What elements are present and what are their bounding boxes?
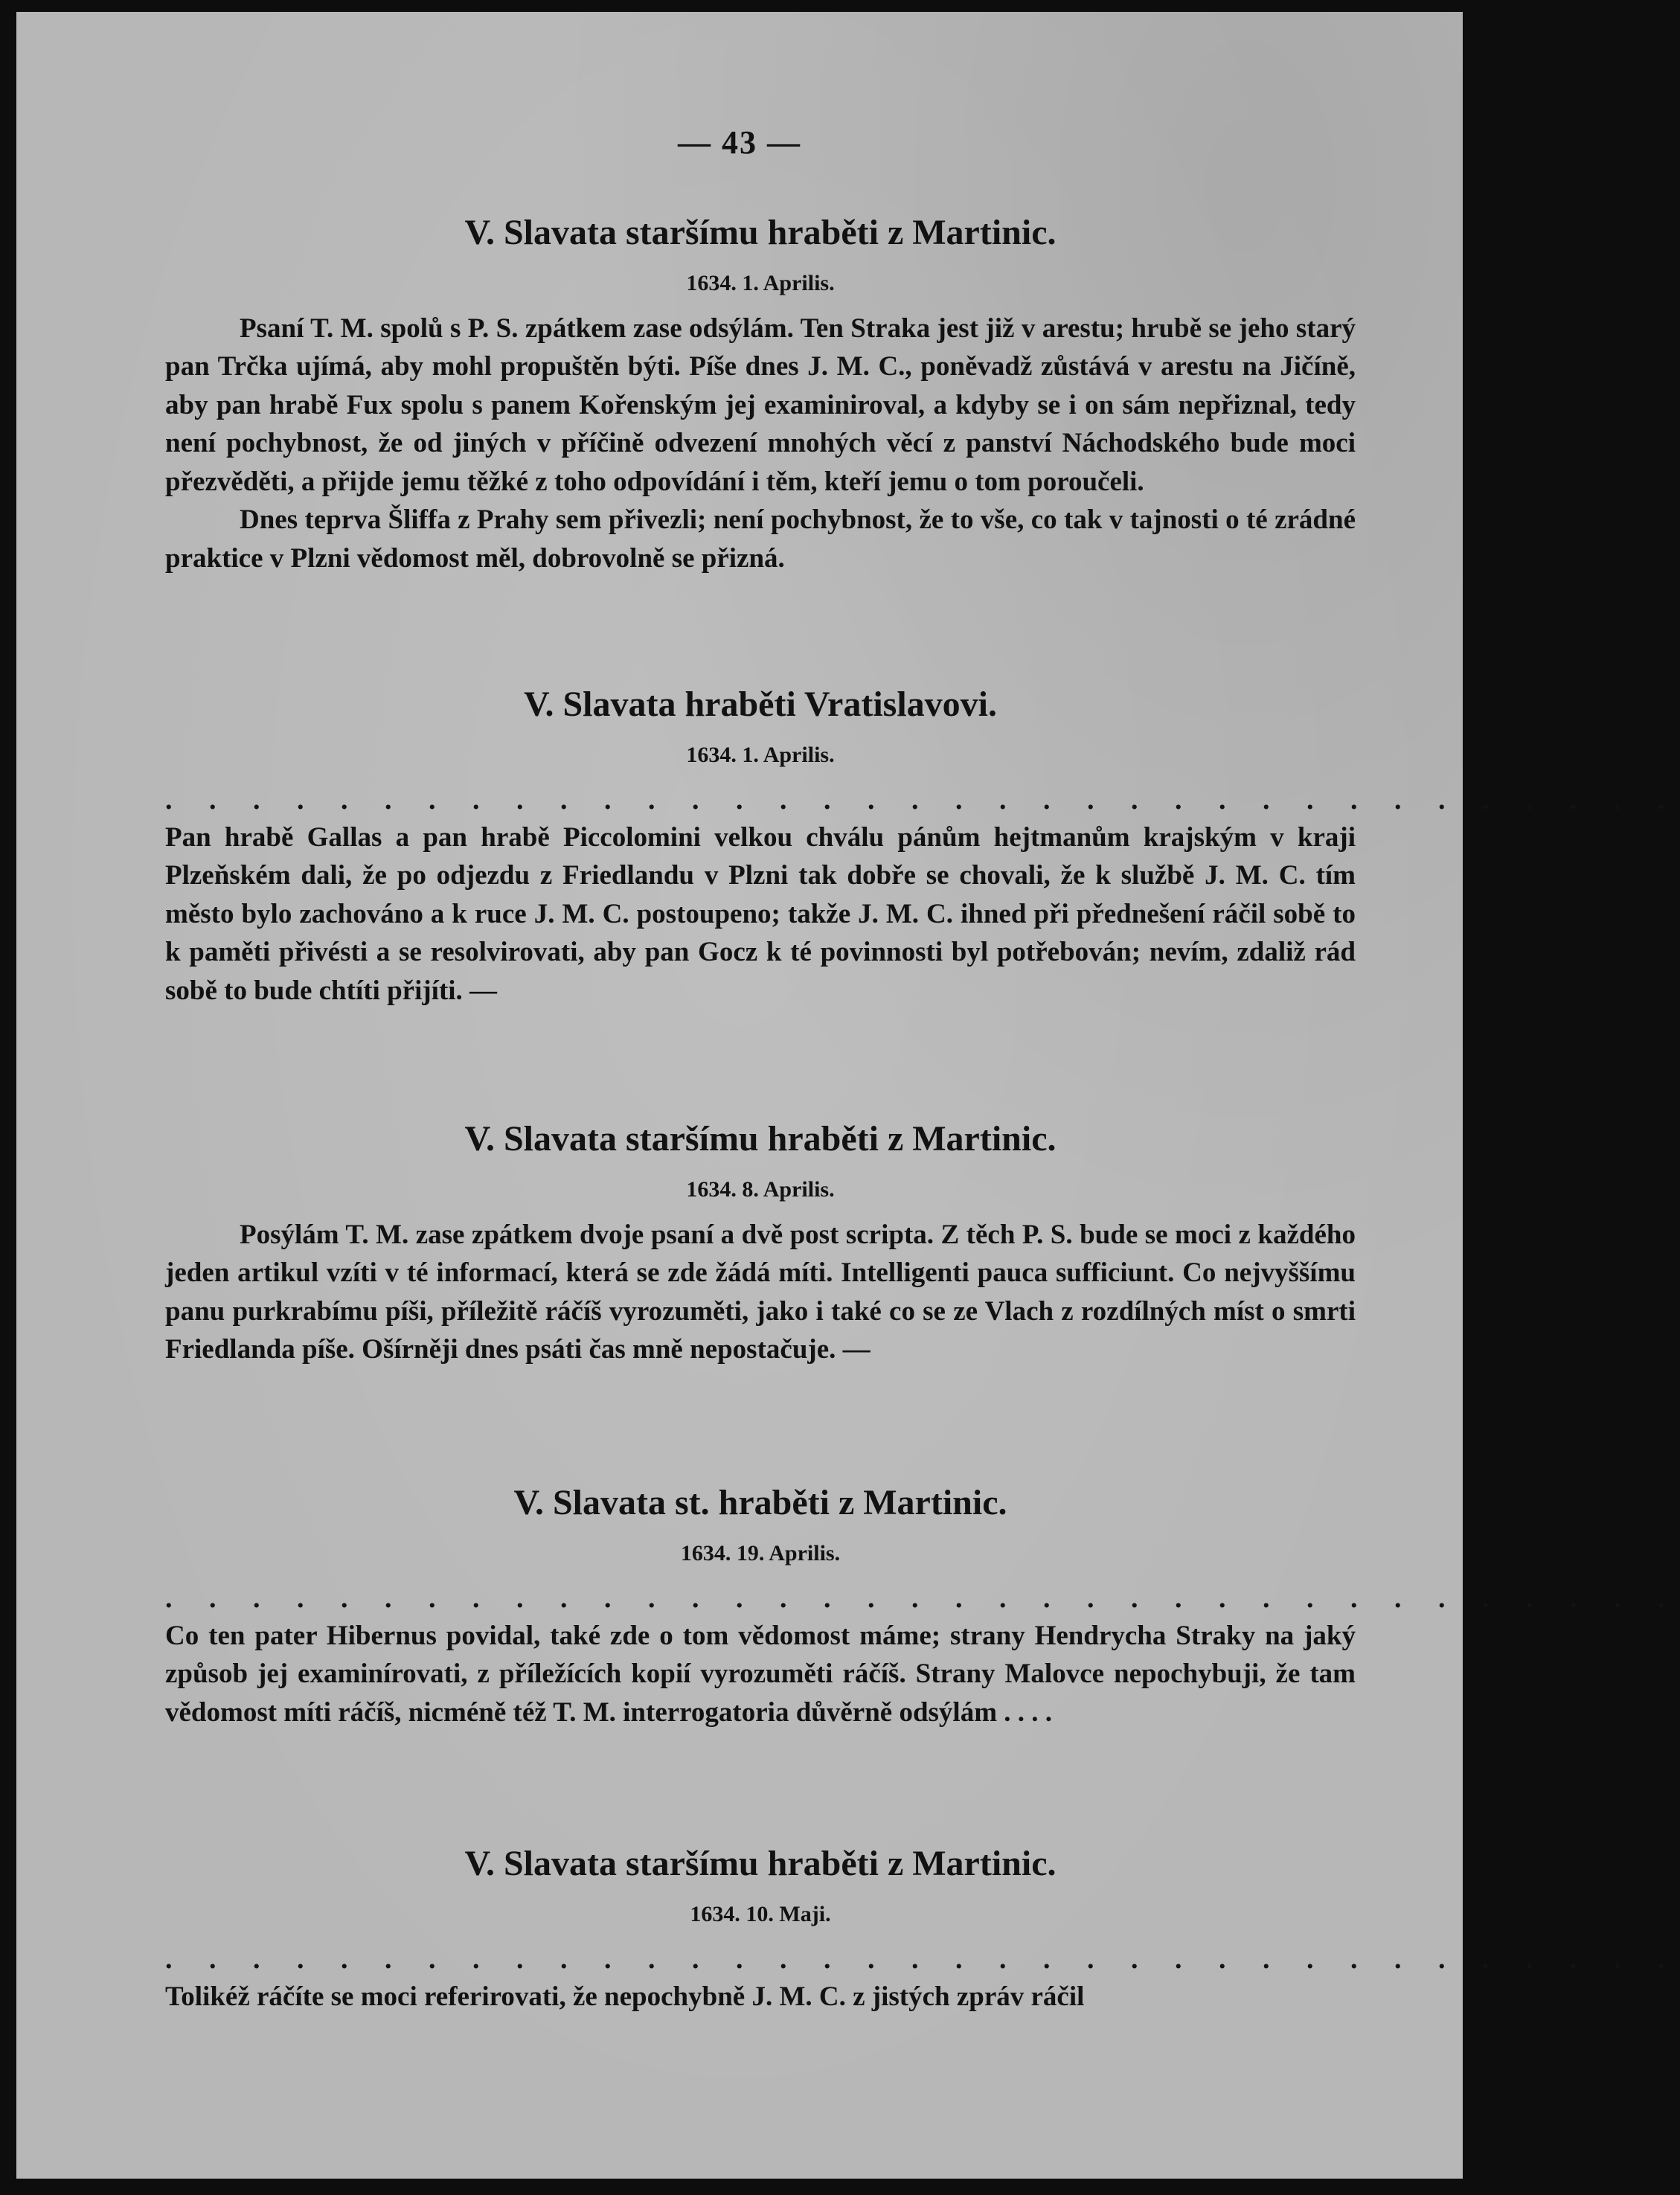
letter-date: 1634. 1. Aprilis. — [686, 742, 835, 767]
letter-title: V. Slavata st. hraběti z Martinic. — [513, 1483, 1007, 1522]
letter-paragraph: Psaní T. M. spolů s P. S. zpátkem zase odsýlám. Ten Straka jest již v arestu; hrubě se jeho starý pan Trčka ujímá, aby mohl propuštěn býti. Píše dnes J. M. C., poněvadž zůstává v arestu na Jičíně, aby pan hrabě Fux spolu s panem Kořenským jej examiniroval, a kdyby se i on sám nepřiznal, tedy není pochybnost, že od jiných v příčině odvezení mnohých věcí z panství Náchodského bude moci přezvěděti, a přijde jemu těžké z toho odpovídání i těm, kteří jemu o tom poroučeli. — [165, 313, 1356, 497]
letter-5 — [165, 1842, 1680, 2016]
letter-date: 1634. 10. Maji. — [690, 1901, 831, 1926]
scanned-page — [16, 12, 1680, 2179]
letter-date: 1634. 1. Aprilis. — [686, 270, 835, 295]
omission-dots: . . . . . . . . . . . . . . . . . . . . . . . . . . . . . . . . . . . — [165, 784, 1680, 815]
letter-2 — [165, 683, 1680, 1010]
letter-title: V. Slavata hraběti Vratislavovi. — [523, 685, 998, 724]
omission-dots: . . . . . . . . . . . . . . . . . . . . . . . . . . . . . . . . . . . — [165, 1582, 1680, 1614]
letter-date: 1634. 8. Aprilis. — [686, 1176, 835, 1202]
letter-4 — [165, 1481, 1680, 1731]
letter-title: V. Slavata staršímu hraběti z Martinic. — [464, 1844, 1057, 1883]
letter-1 — [165, 211, 1356, 577]
letter-paragraph: Tolikéž ráčíte se moci referirovati, že nepochybně J. M. C. z jistých zpráv ráčil — [165, 1981, 1085, 2012]
letter-title: V. Slavata staršímu hraběti z Martinic. — [464, 213, 1057, 252]
letter-date: 1634. 19. Aprilis. — [680, 1540, 841, 1566]
letter-title: V. Slavata staršímu hraběti z Martinic. — [464, 1119, 1057, 1159]
letter-paragraph: Posýlám T. M. zase zpátkem dvoje psaní a dvě post scripta. Z těch P. S. bude se moci z každého jeden artikul vzíti v té informací, která se zde žádá míti. Intelligenti pauca sufficiunt. Co nejvyššímu panu purkrabímu píši, příležitě ráčíš vyrozuměti, jako i také co se ze Vlach z rozdílných míst o smrti Friedlanda píše. Ošírněji dnes psáti čas mně nepostačuje. — — [165, 1219, 1356, 1365]
letter-paragraph: Co ten pater Hibernus povidal, také zde o tom vědomost máme; strany Hendrycha Straky na jaký způsob jej examinírovati, z příležících kopií vyrozuměti ráčíš. Strany Malovce nepochybuji, že tam vědomost míti ráčíš, nicméně též T. M. interrogatoria důvěrně odsýlám . . . . — [165, 1620, 1356, 1728]
page-number: — 43 — — [678, 124, 801, 161]
letter-paragraph: Pan hrabě Gallas a pan hrabě Piccolomini velkou chválu pánům hejtmanům krajským v kraji Plzeňském dali, že po odjezdu z Friedlandu v Plzni tak dobře se chovali, že k službě J. M. C. tím město bylo zachováno a k ruce J. M. C. postoupeno; takže J. M. C. ihned při přednešení ráčil sobě to k paměti přivésti a se resolvirovati, aby pan Gocz k té povinnosti byl potřebován; nevím, zdaliž rád sobě to bude chtíti přijíti. — — [165, 821, 1356, 1006]
letter-paragraph: Dnes teprva Šliffa z Prahy sem přivezli; není pochybnost, že to vše, co tak v tajnosti o té zrádné praktice v Plzni vědomost měl, dobrovolně se přizná. — [165, 504, 1356, 574]
letter-3 — [165, 1118, 1356, 1369]
omission-dots: . . . . . . . . . . . . . . . . . . . . . . . . . . . . . . . . . . . — [165, 1943, 1680, 1975]
